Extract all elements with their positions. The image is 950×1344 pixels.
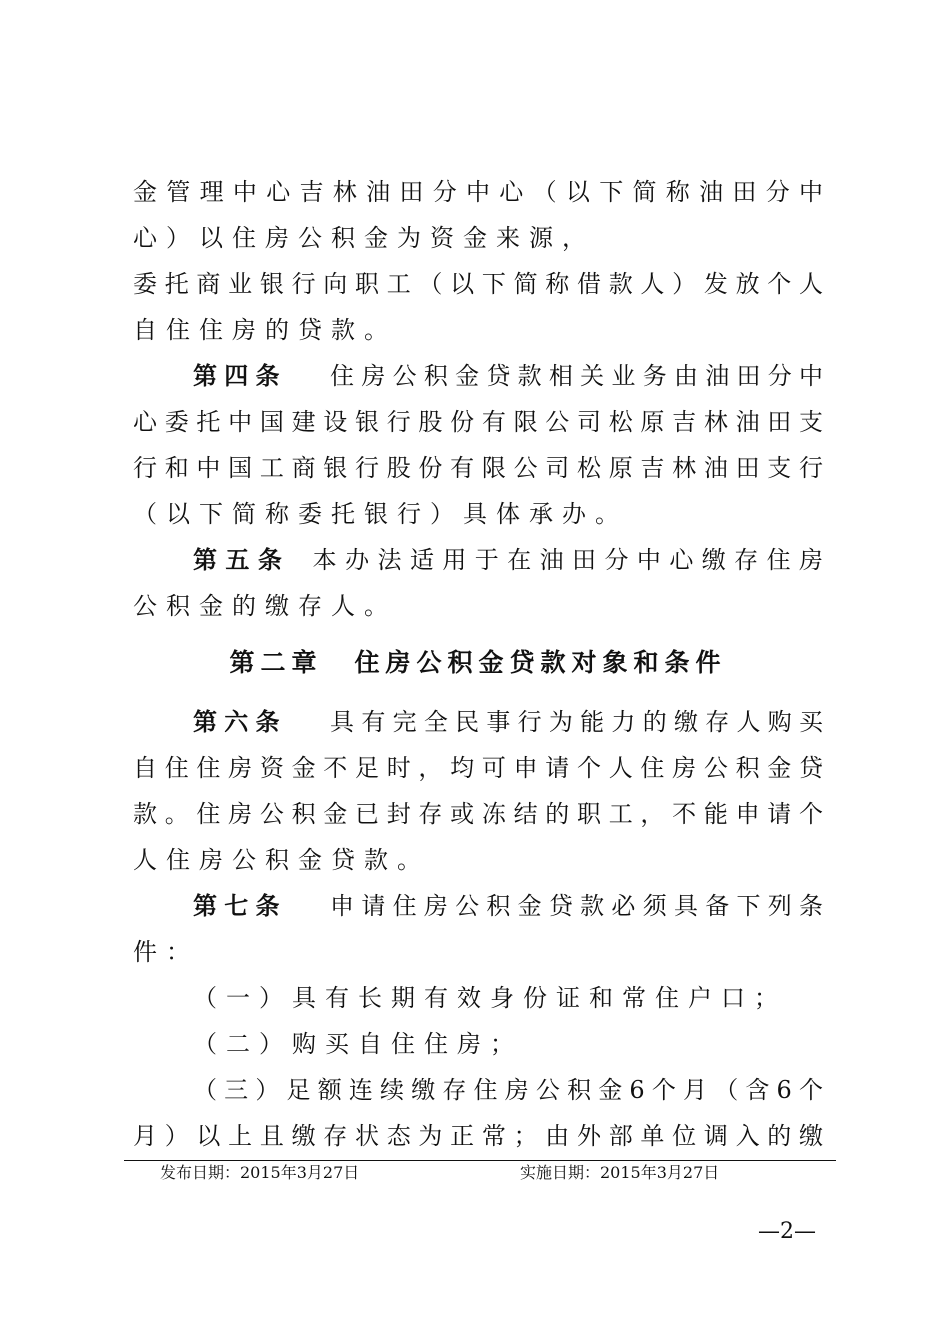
body-line-1: 金管理中心吉林油田分中心（以下简称油田分中 [133,178,823,206]
article-5-first-line [193,544,823,576]
article-7-first-line [193,890,823,922]
article-7-heading: 第七条 [193,891,287,920]
footer-divider [124,1160,836,1161]
article-5-heading: 第五条 [193,545,291,574]
article-5-text: 本办法适用于在油田分中心缴存住房 [304,546,824,574]
body-line-4: 自住住房的贷款。 [133,316,397,344]
condition-item-1: （一）具有长期有效身份证和常住户口； [193,984,787,1012]
chapter-number: 第二章 [229,648,323,677]
article-6-heading: 第六条 [193,707,287,736]
article-4-first-line [193,360,823,392]
body-line-3: 委托商业银行向职工（以下简称借款人）发放个人 [133,270,823,298]
condition-item-3: （三）足额连续缴存住房公积金6个月（含6个 [193,1076,823,1104]
chapter-title: 住房公积金贷款对象和条件 [354,648,727,677]
article-4-heading: 第四条 [193,361,287,390]
publish-date: 发布日期：2015年3月27日 [160,1163,360,1182]
article-6-line-3: 款。住房公积金已封存或冻结的职工，不能申请个 [133,800,823,828]
chapter-heading [133,646,823,680]
article-6-line-4: 人住房公积金贷款。 [133,846,430,874]
article-7-text: 申请住房公积金贷款必须具备下列条 [322,892,824,920]
article-6-line-2: 自住住房资金不足时，均可申请个人住房公积金贷 [133,754,823,782]
condition-item-2: （二）购买自住住房； [193,1030,523,1058]
page-number: —2— [758,1219,816,1244]
article-4-line-4: （以下简称委托银行）具体承办。 [133,500,628,528]
article-6-first-line [193,706,823,738]
effective-date: 实施日期：2015年3月27日 [520,1163,720,1182]
article-5-line-2: 公积金的缴存人。 [133,592,397,620]
article-4-line-2: 心委托中国建设银行股份有限公司松原吉林油田支 [133,408,823,436]
article-4-line-3: 行和中国工商银行股份有限公司松原吉林油田支行 [133,454,823,482]
article-4-text: 住房公积金贷款相关业务由油田分中 [322,362,824,390]
article-6-text: 具有完全民事行为能力的缴存人购买 [322,708,824,736]
article-7-line-2: 件： [133,938,199,966]
body-line-2: 心）以住房公积金为资金来源， [133,224,595,252]
condition-item-3-continuation: 月）以上且缴存状态为正常；由外部单位调入的缴 [133,1122,823,1150]
